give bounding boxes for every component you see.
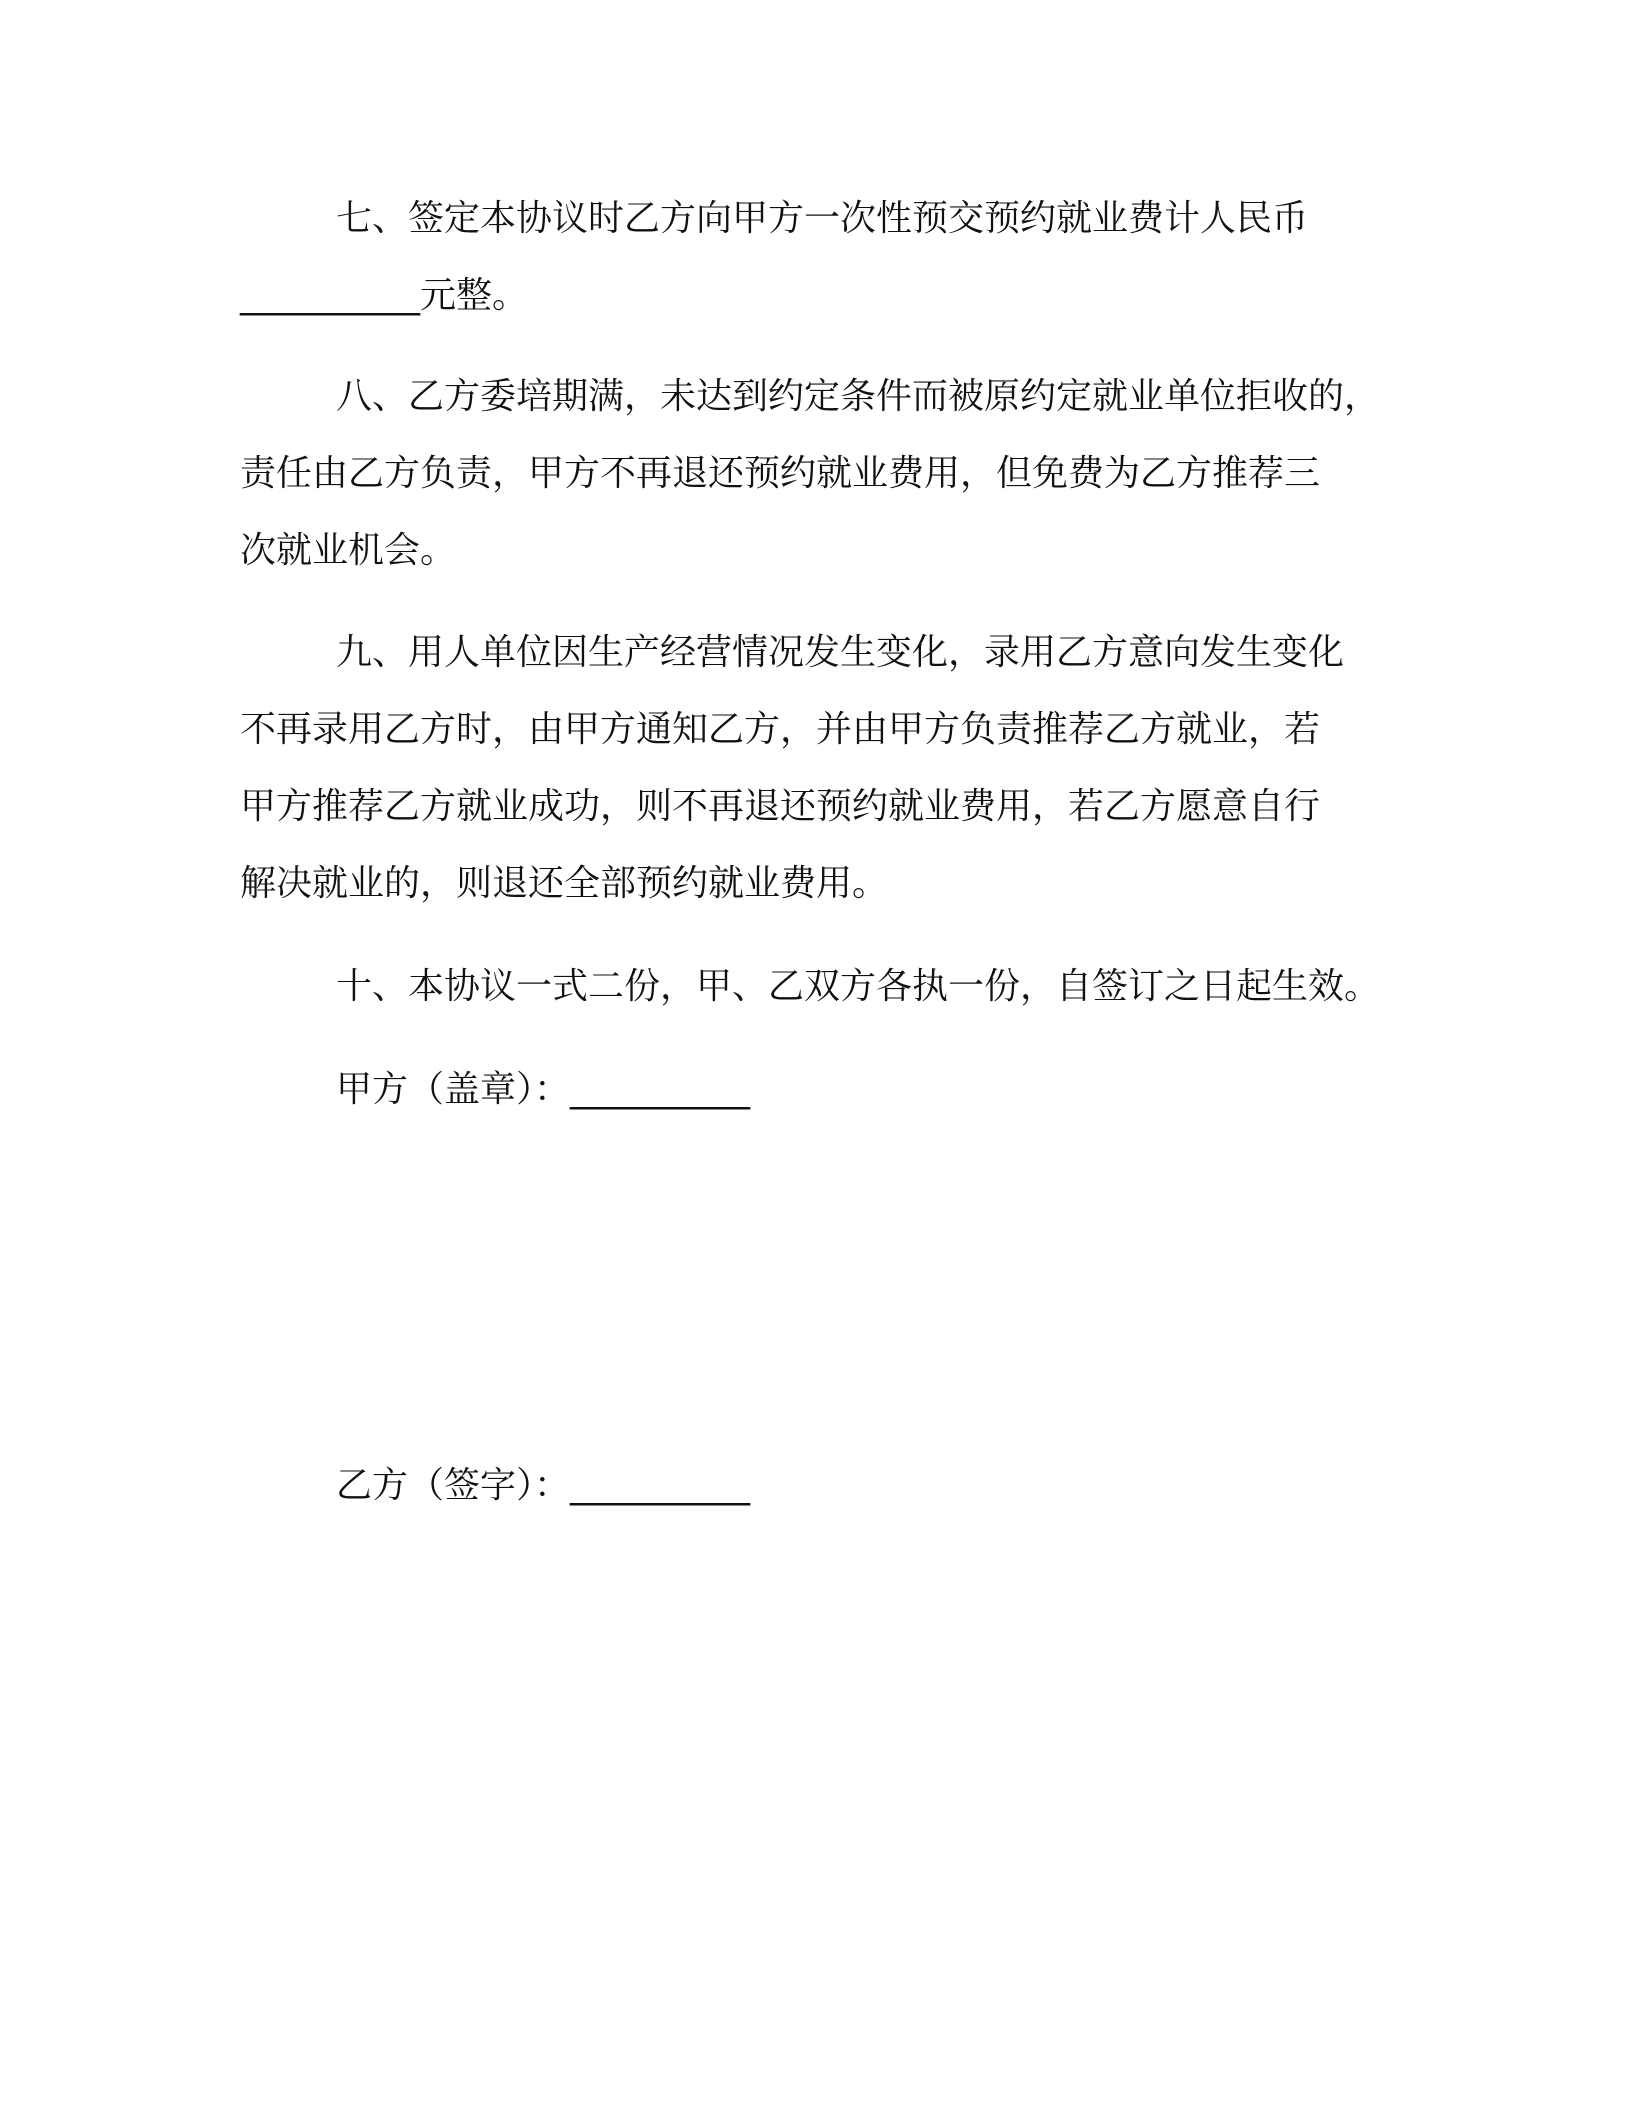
clause-9-line-4: 解决就业的，则退还全部预约就业费用。 — [240, 863, 889, 904]
clause-8-line-3: 次就业机会。 — [240, 530, 457, 571]
clause-9-line-1: 九、用人单位因生产经营情况发生变化，录用乙方意向发生变化 — [336, 632, 1345, 673]
clause-7-line-2: __________元整。 — [240, 275, 529, 316]
clause-9 — [240, 614, 1440, 922]
clause-8-line-2: 责任由乙方负责，甲方不再退还预约就业费用，但免费为乙方推荐三 — [240, 453, 1321, 494]
clause-9-line-2: 不再录用乙方时，由甲方通知乙方，并由甲方负责推荐乙方就业，若 — [240, 709, 1321, 750]
clause-7-line-1: 七、签定本协议时乙方向甲方一次性预交预约就业费计人民币 — [336, 198, 1309, 239]
clause-7 — [240, 180, 1440, 334]
clause-8-line-1: 八、乙方委培期满，未达到约定条件而被原约定就业单位拒收的， — [336, 376, 1381, 417]
signature-party-b: 乙方（签字）：__________ — [336, 1465, 751, 1506]
signature-party-a: 甲方（盖章）：__________ — [336, 1069, 751, 1110]
clause-10 — [240, 948, 1440, 1025]
clause-8 — [240, 358, 1440, 589]
clause-10-line-1: 十、本协议一式二份，甲、乙双方各执一份，自签订之日起生效。 — [336, 966, 1381, 1007]
clause-9-line-3: 甲方推荐乙方就业成功，则不再退还预约就业费用，若乙方愿意自行 — [240, 786, 1321, 827]
